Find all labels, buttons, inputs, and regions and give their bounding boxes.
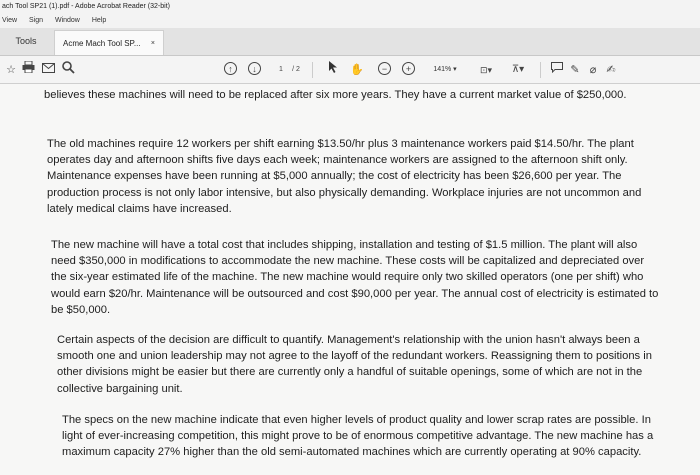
menu-help[interactable]: Help: [91, 17, 107, 24]
tab-document[interactable]: [54, 30, 164, 55]
menu-view[interactable]: View: [2, 17, 18, 24]
page-display-icon[interactable]: ⊼▾: [511, 64, 525, 75]
menu-sign[interactable]: Sign: [29, 17, 44, 24]
toolbar: [0, 56, 700, 84]
page-up-icon[interactable]: ↑: [224, 62, 237, 75]
menu-window[interactable]: Window: [54, 17, 80, 24]
tab-tools[interactable]: Tools: [15, 36, 37, 46]
page-down-icon[interactable]: ↓: [248, 62, 261, 75]
tab-document-label: Acme Mach Tool SP...: [63, 39, 141, 48]
close-tab-icon[interactable]: ×: [150, 40, 155, 47]
paragraph-5: The specs on the new machine indicate that even higher levels of product quality and lower scrap rates are possible. In light of ever-increasing competition, this might prove to be of enormous competitive advantage. The new machine has a maximum capacity 27% higher than the old semi-automated machines which are currently operating at 90% capacity.: [62, 414, 654, 459]
menu-bar: [0, 14, 700, 28]
zoom-in-icon[interactable]: +: [402, 62, 415, 75]
paragraph-4: Certain aspects of the decision are difficult to quantify. Management's relationship with the union hasn't always been a smooth one and union leadership may not agree to the layoff of the redundant workers. Reassigning them to positions in other divisions might be easier but there are currently only a handful of suitable openings, some of which are not in the collective bargaining unit.: [57, 334, 652, 395]
print-icon[interactable]: [20, 61, 36, 79]
star-icon[interactable]: ☆: [6, 64, 16, 76]
select-cursor-icon[interactable]: [326, 61, 340, 79]
highlight-icon[interactable]: ⌀: [589, 64, 597, 76]
window-title: ach Tool SP21 (1).pdf - Adobe Acrobat Reader (32-bit): [0, 0, 700, 14]
page-number-input[interactable]: 1: [279, 66, 283, 73]
tab-bar: [0, 28, 700, 56]
zoom-level: 141%: [433, 66, 452, 73]
paragraph-3: The new machine will have a total cost that includes shipping, installation and testing of $1.5 million. The plant will also need $350,000 in modifications to accommodate the new machine. These costs will be capitalized and depreciated over the six-year estimated life of the machine. The new machine would require only two skilled operators (one per shift) who would earn $20/hr. Maintenance will be outsourced and cost $90,000 per year. The annual cost of electricity is estimated to be $50,000.: [51, 239, 659, 316]
document-page: [0, 84, 700, 475]
zoom-select[interactable]: 141% ▾: [433, 66, 457, 73]
paragraph-1: believes these machines will need to be replaced after six more years. They have a current market value of $250,000.: [44, 89, 627, 101]
zoom-out-icon[interactable]: −: [378, 62, 391, 75]
fit-page-icon[interactable]: ⊡▾: [479, 65, 493, 75]
search-icon[interactable]: [60, 61, 76, 79]
pencil-icon[interactable]: ✎: [570, 64, 580, 76]
comment-icon[interactable]: [550, 61, 564, 79]
page-total: / 2: [292, 66, 300, 73]
hand-icon[interactable]: ✋: [350, 64, 364, 76]
sign-icon[interactable]: ✍: [606, 64, 616, 76]
paragraph-2: The old machines require 12 workers per shift earning $13.50/hr plus 3 maintenance workers paid $14.50/hr. The plant operates day and afternoon shifts five days each week; maintenance workers are assigned to the afternoon shift only. Maintenance expenses have been running at $5,000 annually; the cost of electricity has been $26,600 per year. The production process is not only labor intensive, but also physically demanding. Workplace injuries are not uncommon and lately medical claims have increased.: [47, 138, 642, 215]
mail-icon[interactable]: [40, 61, 56, 79]
